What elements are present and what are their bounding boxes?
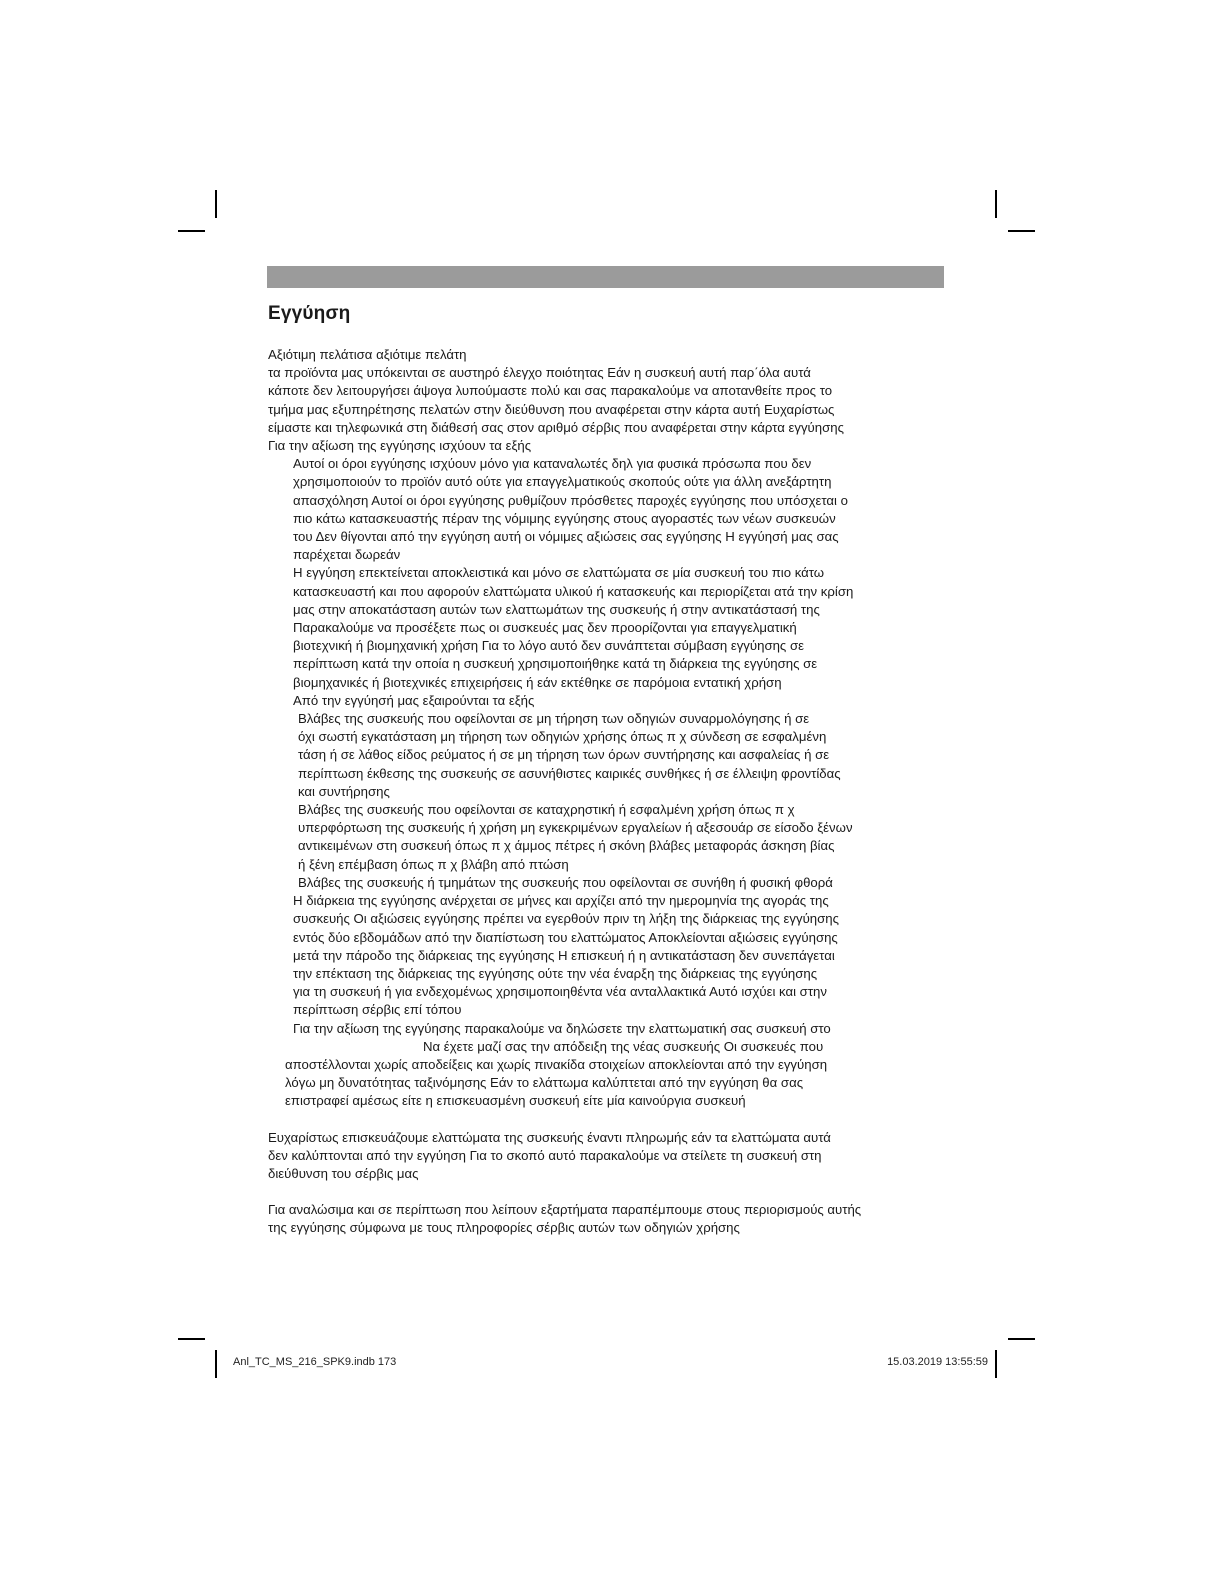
terms-item-3 — [268, 892, 948, 1019]
text-line: Από την εγγύησή μας εξαιρούνται τα εξής — [293, 692, 535, 708]
text-line: του Δεν θίγονται από την εγγύηση αυτή οι νόμιμες αξιώσεις σας εγγύησης Η εγγύησή μας σας — [293, 529, 839, 545]
text-line: μας στην αποκατάσταση αυτών των ελαττωμάτων της συσκευής ή στην αντικατάστασή της — [293, 601, 820, 617]
text-line: Για την αξίωση της εγγύησης ισχύουν τα εξής — [268, 438, 532, 454]
crop-mark — [1008, 1338, 1035, 1340]
header-bar — [267, 266, 944, 288]
text-line: Για την αξίωση της εγγύησης παρακαλούμε να δηλώσετε την ελαττωματική σας συσκευή στο — [293, 1020, 831, 1036]
text-line: ή ξένη επέμβαση όπως π χ βλάβη από πτώση — [298, 856, 569, 872]
text-line: είμαστε και τηλεφωνικά στη διάθεσή σας στον αριθμό σέρβις που αναφέρεται στην κάρτα εγγύησης — [268, 419, 844, 435]
text-line: επιστραφεί αμέσως είτε η επισκευασμένη συσκευή είτε μία καινούργια συσκευή — [285, 1093, 746, 1109]
text-line: χρησιμοποιούν το προϊόν αυτό ούτε για επαγγελματικούς σκοπούς ούτε για άλλη ανεξάρτητη — [293, 474, 832, 490]
text-line: πιο κάτω κατασκευαστής πέραν της νόμιμης εγγύησης στους αγοραστές των νέων συσκευών — [293, 510, 836, 526]
text-line: περίπτωση σέρβις επί τόπου — [293, 1002, 462, 1018]
text-line: για τη συσκευή ή για ενδεχομένως χρησιμοποιηθέντα νέα ανταλλακτικά Αυτό ισχύει και στην — [293, 984, 827, 1000]
text-line: περίπτωση έκθεσης της συσκευής σε ασυνήθιστες καιρικές συνθήκες ή σε έλλειψη φροντίδας — [298, 765, 841, 781]
terms-item-2 — [268, 564, 948, 710]
text-line: απασχόληση Αυτοί οι όροι εγγύησης ρυθμίζουν πρόσθετες παροχές εγγύησης που υπόσχεται ο — [293, 492, 848, 508]
terms-item-4 — [268, 1020, 948, 1111]
text-line: την επέκταση της διάρκειας της εγγύησης ούτε την νέα έναρξη της διάρκειας της εγγύησης — [293, 965, 818, 981]
text-line: περίπτωση κατά την οποία η συσκευή χρησιμοποιήθηκε κατά τη διάρκεια της εγγύησης σε — [293, 656, 818, 672]
text-line: όχι σωστή εγκατάσταση μη τήρηση των οδηγιών χρήσης όπως π χ σύνδεση σε εσφαλμένη — [298, 729, 827, 745]
page-title: Εγγύηση — [268, 303, 351, 324]
text-line: της εγγύησης σύμφωνα με τους πληροφορίες σέρβις αυτών των οδηγιών χρήσης — [268, 1220, 740, 1236]
text-line: Βλάβες της συσκευής που οφείλονται σε μη τήρηση των οδηγιών συναρμολόγησης ή σε — [298, 711, 810, 727]
text-line: βιομηχανικές ή βιοτεχνικές επιχειρήσεις ή εάν εκτέθηκε σε παρόμοια εντατική χρήση — [293, 674, 782, 690]
text-line: κάποτε δεν λειτουργήσει άψογα λυπούμαστε πολύ και σας παρακαλούμε να αποτανθείτε προς το — [268, 383, 833, 399]
text-line: και συντήρησης — [298, 783, 390, 799]
text-line: Η διάρκεια της εγγύησης ανέρχεται σε μήνες και αρχίζει από την ημερομηνία της αγοράς της — [293, 893, 829, 909]
crop-mark — [995, 1350, 997, 1378]
text-line: Αξιότιμη πελάτισα αξιότιμε πελάτη — [268, 347, 467, 362]
text-line: Βλάβες της συσκευής που οφείλονται σε καταχρηστική ή εσφαλμένη χρήση όπως π χ — [298, 802, 795, 818]
text-line: εντός δύο εβδομάδων από την διαπίστωση του ελαττώματος Αποκλείονται αξιώσεις εγγύησης — [293, 929, 838, 945]
text-line: Παρακαλούμε να προσέξετε πως οι συσκευές μας δεν προορίζονται για επαγγελματική — [293, 620, 797, 636]
text-line: βιοτεχνική ή βιομηχανική χρήση Για το λόγο αυτό δεν συνάπτεται σύμβαση εγγύησης σε — [293, 638, 804, 654]
intro-block — [268, 346, 948, 455]
terms-item-1 — [268, 455, 948, 564]
text-line: Να έχετε μαζί σας την απόδειξη της νέας συσκευής Οι συσκευές που — [423, 1038, 824, 1054]
crop-mark — [1008, 230, 1035, 232]
paid-repair-paragraph — [268, 1129, 948, 1184]
exclusion-3 — [268, 874, 948, 892]
consumables-paragraph — [268, 1201, 948, 1237]
text-line: αποστέλλονται χωρίς αποδείξεις και χωρίς πινακίδα στοιχείων αποκλείονται από την εγγύηση — [285, 1056, 828, 1072]
text-line: Ευχαρίστως επισκευάζουμε ελαττώματα της συσκευής έναντι πληρωμής εάν τα ελαττώματα αυτά — [268, 1129, 831, 1145]
text-line: Αυτοί οι όροι εγγύησης ισχύουν μόνο για καταναλωτές δηλ για φυσικά πρόσωπα που δεν — [293, 456, 812, 472]
text-line: Για αναλώσιμα και σε περίπτωση που λείπουν εξαρτήματα παραπέμπουμε στους περιορισμούς αυτής — [268, 1202, 862, 1218]
crop-mark — [178, 1338, 205, 1340]
text-line: τμήμα μας εξυπηρέτησης πελατών στην διεύθυνση που αναφέρεται στην κάρτα αυτή Ευχαρίστως — [268, 401, 835, 417]
footer-file-info: Anl_TC_MS_216_SPK9.indb 173 — [233, 1356, 397, 1368]
text-line: δεν καλύπτονται από την εγγύηση Για το σκοπό αυτό παρακαλούμε να στείλετε τη συσκευή στη — [268, 1147, 822, 1163]
exclusion-2 — [268, 801, 948, 874]
text-line: υπερφόρτωση της συσκευής ή χρήση μη εγκεκριμένων εργαλείων ή αξεσουάρ σε είσοδο ξένων — [298, 820, 853, 836]
text-line: μετά την πάροδο της διάρκειας της εγγύησης Η επισκευή ή η αντικατάσταση δεν συνεπάγεται — [293, 947, 835, 963]
footer-timestamp: 15.03.2019 13:55:59 — [887, 1356, 988, 1368]
exclusion-1 — [268, 710, 948, 801]
text-line: λόγω μη δυνατότητας ταξινόμησης Εάν το ελάττωμα καλύπτεται από την εγγύηση θα σας — [285, 1075, 804, 1091]
text-line: Η εγγύηση επεκτείνεται αποκλειστικά και μόνο σε ελαττώματα σε μία συσκευή του πιο κάτω — [293, 565, 825, 581]
crop-mark — [995, 190, 997, 218]
crop-mark — [215, 190, 217, 218]
text-line: συσκευής Οι αξιώσεις εγγύησης πρέπει να εγερθούν πριν τη λήξη της διάρκειας της εγγύησης — [293, 911, 839, 927]
text-line: κατασκευαστή και που αφορούν ελαττώματα υλικού ή κατασκευής και περιορίζεται ατά την κρίση — [293, 583, 854, 599]
crop-mark — [215, 1350, 217, 1378]
text-line: Βλάβες της συσκευής ή τμημάτων της συσκευής που οφείλονται σε συνήθη ή φυσική φθορά — [298, 874, 833, 890]
text-line: τα προϊόντα μας υπόκεινται σε αυστηρό έλεγχο ποιότητας Εάν η συσκευή αυτή παρ΄όλα αυτά — [268, 365, 811, 381]
text-line: αντικειμένων στη συσκευή όπως π χ άμμος πέτρες ή σκόνη βλάβες μεταφοράς άσκηση βίας — [298, 838, 835, 854]
text-line: παρέχεται δωρεάν — [293, 547, 401, 563]
warranty-text — [268, 346, 948, 1238]
text-line: τάση ή σε λάθος είδος ρεύματος ή σε μη τήρηση των όρων συντήρησης και ασφαλείας ή σε — [298, 747, 830, 763]
text-line: διεύθυνση του σέρβις μας — [268, 1165, 419, 1181]
crop-mark — [178, 230, 205, 232]
